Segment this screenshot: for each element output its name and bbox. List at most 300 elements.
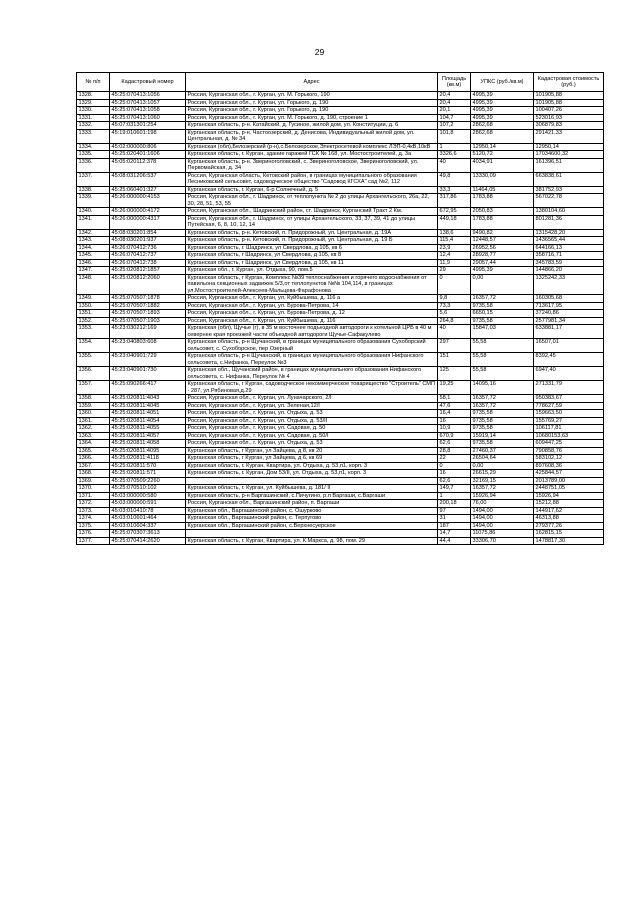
row-number-cell: 1364. [77,440,110,448]
row-number-cell: 1356. [77,367,110,381]
upks-cell: 26615,29 [471,470,534,478]
cadastral-value-cell: 306879,83 [534,122,604,130]
cadastral-value-cell: 2013789,00 [534,477,604,485]
area-cell: 11,9 [438,259,471,267]
address-cell: Россия, Курганская обл., г. Курган, ул. Зеленая,12/I [186,402,438,410]
table-row [77,122,604,130]
area-cell: 297 [438,339,471,353]
address-cell: Россия, Курганская обл., г. Курган, ул. Бурова-Петрова, д. 12 [186,310,438,318]
upks-cell: 1494,00 [471,507,534,515]
area-cell: 20,4 [438,99,471,107]
cadastral-number-cell: 45:08:031206:537 [110,172,186,186]
row-number-cell: 1368. [77,470,110,478]
cadastral-value-cell: 15926,94 [534,492,604,500]
address-cell: Курганская область, г. Курган, Квартира, ул. Отдыха, д. 53,п1, корп. 3 [186,462,438,470]
cadastral-number-cell: 45:25:070413:1057 [110,99,186,107]
row-number-cell: 1361. [77,417,110,425]
cadastral-value-cell: 790858,76 [534,447,604,455]
cadastral-value-cell: 1315428,20 [534,229,604,237]
cadastral-number-cell: 45:25:070507:1878 [110,295,186,303]
upks-cell: 11464,05 [471,186,534,194]
row-number-cell: 1329. [77,99,110,107]
cadastral-number-cell: 45:23:040901:729 [110,353,186,367]
area-cell: 58,1 [438,395,471,403]
upks-cell: 76,00 [471,500,534,508]
upks-cell: 15847,03 [471,325,534,339]
area-cell: 29 [438,267,471,275]
row-number-cell: 1348. [77,274,110,295]
area-cell: 44,4 [438,537,471,545]
table-row [77,302,604,310]
address-cell: Курганская область, г. Курган, Дом 53/II, ул. Отдыха, д. 53,п1, корп. 3 [186,470,438,478]
cadastral-value-cell: 897608,36 [534,462,604,470]
cadastral-value-cell: 155769,27 [534,417,604,425]
table-row [77,274,604,295]
area-cell: 151 [438,353,471,367]
area-cell: 16 [438,470,471,478]
area-cell: 449,18 [438,215,471,229]
table-row [77,317,604,325]
cadastral-value-cell: 713617,95 [534,302,604,310]
table-row [77,114,604,122]
cadastral-number-cell: 45:25:020811:4051 [110,410,186,418]
upks-cell: 55,58 [471,339,534,353]
row-number-cell: 1359. [77,402,110,410]
upks-cell: 32169,15 [471,477,534,485]
row-number-cell: 1349. [77,295,110,303]
address-cell: Россия, Курганская обл., Варгашинский район, п. Варгаши [186,500,438,508]
address-cell: Курганская обл., Варгашинский район, с. Ошурково [186,507,438,515]
cadastral-number-cell: 45:25:020812:1857 [110,267,186,275]
cadastral-value-cell: 159663,50 [534,410,604,418]
address-cell: Курганская область, г. Курган, 6-р Солнечный, д. 5 [186,186,438,194]
area-cell: 40 [438,325,471,339]
row-number-cell: 1363. [77,432,110,440]
upks-cell: 16357,72 [471,295,534,303]
cadastral-number-cell: 45:03:010604:337 [110,522,186,530]
page-number: 29 [314,47,325,57]
table-row [77,447,604,455]
upks-cell: 6650,15 [471,310,534,318]
table-row [77,99,604,107]
address-cell: Россия, Курганская обл., Шадринский район, ст. Шадринск, Курганский Тракт 2 Км. [186,208,438,216]
table-body [77,92,604,545]
table-row [77,229,604,237]
address-cell: Россия, Курганская обл., г. Курган, ул. Садовая, д. 50 [186,425,438,433]
address-cell: Россия, Курганская обл., г. Курган, ул. Куйбышева, д. 116 а [186,295,438,303]
upks-cell: 28928,77 [471,252,534,260]
cadastral-number-cell: 45:26:000000:4317 [110,215,186,229]
area-cell: 62,6 [438,440,471,448]
table-row [77,492,604,500]
table-row [77,477,604,485]
cadastral-number-cell: 45:25:070413:1058 [110,107,186,115]
table-row [77,237,604,245]
cadastral-value-cell: 162815,15 [534,530,604,538]
area-cell: 20,4 [438,92,471,100]
cadastral-number-cell: 45:19:010601:198 [110,129,186,143]
row-number-cell: 1367. [77,462,110,470]
row-number-cell: 1346. [77,259,110,267]
address-cell: Курганская область, р-н Щучанский, в границах муниципального образования Сухоборский сельсовет, с. Сухоборское, пер Озерный [186,339,438,353]
area-cell: 31 [438,515,471,523]
area-cell: 1 [438,492,471,500]
cadastral-value-cell: 37240,86 [534,310,604,318]
table-header-row [77,73,604,92]
cadastral-value-cell: 6947,40 [534,367,604,381]
address-cell [186,530,438,538]
table-row [77,143,604,151]
table-row [77,353,604,367]
cadastral-number-cell: 45:25:020811:4057 [110,432,186,440]
cadastral-number-cell: 45:25:070414:2620 [110,537,186,545]
address-cell: Россия, Курганская обл., г. Курган, ул. Горького, д. 190 [186,99,438,107]
row-number-cell: 1331. [77,114,110,122]
upks-cell: 0,00 [471,462,534,470]
table-row [77,440,604,448]
cadastral-number-cell: 45:26:000000:4172 [110,208,186,216]
upks-cell: 5120,72 [471,151,534,159]
address-cell: Курганская область, г Шадринск, ул Свердлова, д 105, кв 11 [186,259,438,267]
address-cell: Курганская область, г. Курган, Квартира, ул. К.Маркса, д. 98, пом. 29 [186,537,438,545]
area-cell: 12,4 [438,252,471,260]
upks-cell: 55,58 [471,367,534,381]
cadastral-value-cell: 950383,67 [534,395,604,403]
upks-cell: 26952,56 [471,244,534,252]
table-row [77,425,604,433]
cadastral-number-cell: 45:25:020811:4058 [110,440,186,448]
area-cell: 16 [438,417,471,425]
address-cell: Курганская область, г. Курган, здание гаражей ГСК № 168, ул. Мостостроителей, д. 3а [186,151,438,159]
table-row [77,402,604,410]
area-cell: 49,8 [438,172,471,186]
row-number-cell: 1345. [77,252,110,260]
cadastral-value-cell: 1325242,33 [534,274,604,295]
upks-cell: 33306,70 [471,537,534,545]
table-row [77,485,604,493]
area-cell: 19,25 [438,381,471,395]
area-cell: 3326,6 [438,151,471,159]
address-cell: Курганская область, г. Курган, ул. Куйбышева, д. 181/ II [186,485,438,493]
area-cell: 22 [438,455,471,463]
cadastral-value-cell: 358716,71 [534,252,604,260]
row-number-cell: 1353. [77,325,110,339]
table-row [77,325,604,339]
row-number-cell: 1369. [77,477,110,485]
row-number-cell: 1377. [77,537,110,545]
area-cell: 0 [438,462,471,470]
cadastral-value-cell: 15212,88 [534,500,604,508]
row-number-cell: 1334. [77,143,110,151]
cadastral-number-cell: 45:23:040901:730 [110,367,186,381]
upks-cell: 1783,88 [471,215,534,229]
address-cell: Россия, Курганская обл., г. Шадринск, от теплопункта № 2 до улицы Архангельского, 26а, 22, 30, 28, 51, 53, 55 [186,194,438,208]
upks-cell: 16357,72 [471,395,534,403]
upks-cell: 9735,58 [471,317,534,325]
upks-cell: 2862,68 [471,122,534,130]
cadastral-number-cell: 45:25:020811:571 [110,470,186,478]
area-cell: 200,18 [438,500,471,508]
row-number-cell: 1374. [77,515,110,523]
upks-cell: 15919,14 [471,432,534,440]
cadastral-number-cell: 45:07:031301:254 [110,122,186,130]
address-cell: Курганская область, г. Шадринск, ул Свердлова, д 105, кв 6 [186,244,438,252]
address-cell: Россия, Курганская обл., г. Курган, ул. Бурова-Петрова, 14 [186,302,438,310]
table-row [77,470,604,478]
cadastral-value-cell: 345783,59 [534,259,604,267]
row-number-cell: 1358. [77,395,110,403]
cadastral-value-cell: 425844,57 [534,470,604,478]
table-row [77,522,604,530]
cadastral-number-cell: 45:08:030201:854 [110,229,186,237]
address-cell: Россия, Курганская обл., г. Шадринск, от улицы Архангельского, 33, 37, 39, 41 до улицы Путейская, 6, 8, 10, 12, 14 [186,215,438,229]
row-number-cell: 1355. [77,353,110,367]
area-cell: 28,8 [438,447,471,455]
upks-cell: 4995,39 [471,267,534,275]
cadastral-number-cell: 45:26:070412:738 [110,259,186,267]
address-cell: Курганская (обл),Белозерский (р-н),с.Белозерское,Электросетевой комплекс ЛЭП-0,4кВ,10кВ [186,143,438,151]
row-number-cell: 1376. [77,530,110,538]
cadastral-value-cell: 144917,62 [534,507,604,515]
upks-cell: 4034,91 [471,158,534,172]
cadastral-number-cell: 45:25:020811:4043 [110,395,186,403]
table-row [77,295,604,303]
cadastral-value-cell: 801281,36 [534,215,604,229]
cadastral-value-cell: 1436565,44 [534,237,604,245]
cadastral-number-cell: 45:25:070507:1893 [110,310,186,318]
address-cell: Курганская область, р-н Щучанский, в границах муниципального образования Нифанского сельсовета, с.Нифанка, Переулок №3 [186,353,438,367]
cadastral-number-cell: 45:02:000000:806 [110,143,186,151]
header-upks: УПКС (руб./кв.м) [471,73,534,92]
area-cell: 125 [438,367,471,381]
table-row [77,462,604,470]
address-cell: Россия, Курганская обл., г. Курган, ул. Горького, д. 190 [186,107,438,115]
table-row [77,158,604,172]
area-cell: 73,3 [438,302,471,310]
cadastral-number-cell: 45:25:020811:4054 [110,417,186,425]
cadastral-value-cell: 644166,13 [534,244,604,252]
cadastral-number-cell: 45:08:030201:937 [110,237,186,245]
upks-cell: 9735,58 [471,440,534,448]
table-row [77,194,604,208]
table-row [77,367,604,381]
table-row [77,259,604,267]
address-cell: Курганская область, р-н. Частоозерский, д. Денисова, Индивидуальный жилой дом, ул. Центральная, д. № 34 [186,129,438,143]
cadastral-number-cell: 45:25:070413:1056 [110,92,186,100]
table-row [77,410,604,418]
cadastral-value-cell: 271331,79 [534,381,604,395]
upks-cell: 12448,57 [471,237,534,245]
cadastral-number-cell: 45:25:070510:102 [110,485,186,493]
row-number-cell: 1344. [77,244,110,252]
upks-cell: 29057,44 [471,259,534,267]
cadastral-value-cell: 2577981,34 [534,317,604,325]
table-row [77,151,604,159]
area-cell: 104,7 [438,114,471,122]
table-row [77,530,604,538]
cadastral-value-cell: 1380104,60 [534,208,604,216]
upks-cell: 1783,88 [471,194,534,208]
cadastral-value-cell: 523016,93 [534,114,604,122]
address-cell: Россия, Курганская обл., г. Курган, ул. М. Горького, д. 190, строение 1 [186,114,438,122]
cadastral-number-cell: 45:05:020112:378 [110,158,186,172]
upks-cell: 11075,86 [471,530,534,538]
cadastral-number-cell: 45:23:030212:169 [110,325,186,339]
table-row [77,432,604,440]
cadastral-number-cell: 45:03:000000:591 [110,500,186,508]
upks-cell: 55,58 [471,353,534,367]
cadastral-value-cell: 1478817,30 [534,537,604,545]
header-area: Площадь (кв.м) [438,73,471,92]
cadastral-number-cell: 45:03:000000:580 [110,492,186,500]
cadastral-number-cell: 45:25:020811:4055 [110,425,186,433]
row-number-cell: 1337. [77,172,110,186]
area-cell: 1 [438,143,471,151]
cadastral-number-cell: 45:23:040803:608 [110,339,186,353]
cadastral-value-cell: 16507,01 [534,339,604,353]
table-row [77,107,604,115]
row-number-cell: 1351. [77,310,110,318]
table-row [77,310,604,318]
upks-cell: 2862,68 [471,129,534,143]
address-cell: Курганская область, г Курган, ул Зайцева, д 6, кв 69 [186,455,438,463]
row-number-cell: 1342. [77,229,110,237]
upks-cell: 14095,16 [471,381,534,395]
cadastral-value-cell: 381752,93 [534,186,604,194]
area-cell: 20,1 [438,107,471,115]
upks-cell: 9735,58 [471,410,534,418]
row-number-cell: 1340. [77,208,110,216]
cadastral-value-cell: 101905,88 [534,99,604,107]
area-cell: 16,4 [438,410,471,418]
area-cell: 138,6 [438,229,471,237]
cadastral-number-cell: 45:25:090266:417 [110,381,186,395]
cadastral-number-cell: 45:26:070412:736 [110,244,186,252]
cadastral-number-cell: 45:25:020811:4118 [110,455,186,463]
address-cell: Курганская область, р-н. Кетовский, п. Придорожный, ул. Центральная, д. 19 Б [186,237,438,245]
row-number-cell: 1372. [77,500,110,508]
area-cell: 115,4 [438,237,471,245]
row-number-cell: 1333. [77,129,110,143]
upks-cell: 4995,39 [471,107,534,115]
address-cell: Россия, Курганская обл., г. Курган, ул. Куйбышева, д. 116 [186,317,438,325]
area-cell: 23,9 [438,244,471,252]
upks-cell: 16357,72 [471,485,534,493]
row-number-cell: 1366. [77,455,110,463]
cadastral-value-cell: 291421,33 [534,129,604,143]
cadastral-value-cell: 17034600,32 [534,151,604,159]
row-number-cell: 1352. [77,317,110,325]
cadastral-value-cell: 583102,12 [534,455,604,463]
header-address: Адрес [186,73,438,92]
cadastral-value-cell: 101905,88 [534,92,604,100]
upks-cell: 12950,14 [471,143,534,151]
row-number-cell: 1362. [77,425,110,433]
table-row [77,252,604,260]
area-cell: 149,7 [438,485,471,493]
upks-cell: 0,00 [471,274,534,295]
area-cell: 187 [438,522,471,530]
cadastral-number-cell: 45:25:070507:1903 [110,317,186,325]
upks-cell: 9735,58 [471,425,534,433]
cadastral-number-cell: 45:26:070412:737 [110,252,186,260]
cadastral-number-cell: 45:26:000000:4153 [110,194,186,208]
area-cell: 5,6 [438,310,471,318]
header-cadastral-value: Кадастровая стоимость (руб.) [534,73,604,92]
cadastral-value-cell: 778627,59 [534,402,604,410]
upks-cell: 1494,00 [471,522,534,530]
table-row [77,129,604,143]
area-cell: 10,9 [438,425,471,433]
cadastral-value-cell: 567022,78 [534,194,604,208]
address-cell: Курганская обл., Варгашинский район, с. Терпугово [186,515,438,523]
cadastral-number-cell: 45:25:070509:2260 [110,477,186,485]
table-row [77,244,604,252]
cadastral-value-cell: 10680153,63 [534,432,604,440]
cadastral-value-cell: 12950,14 [534,143,604,151]
row-number-cell: 1354. [77,339,110,353]
cadastral-number-cell: 45:25:070507:1882 [110,302,186,310]
address-cell: Россия, Курганская обл., г. Курган, ул. М. Горького, 190 [186,92,438,100]
row-number-cell: 1335. [77,151,110,159]
cadastral-value-cell: 609447,25 [534,440,604,448]
address-cell: Курганская обл., Щучанский район, в границах муниципального образования Нифанского сельсовета, с. Нифанка, Переулок № 4 [186,367,438,381]
cadastral-value-cell: 8392,45 [534,353,604,367]
cadastral-value-cell: 2448751,05 [534,485,604,493]
address-cell [186,477,438,485]
header-number: № п/п [77,73,110,92]
table-row [77,172,604,186]
row-number-cell: 1350. [77,302,110,310]
table-row [77,455,604,463]
upks-cell: 13330,09 [471,172,534,186]
table-row [77,208,604,216]
cadastral-value-cell: 663838,61 [534,172,604,186]
cadastral-number-cell: 45:03:010410:78 [110,507,186,515]
row-number-cell: 1336. [77,158,110,172]
row-number-cell: 1330. [77,107,110,115]
address-cell: Россия, Курганская обл., г. Курган, ул. Садовая, д. 50/I [186,432,438,440]
address-cell: Курганская (обл), Щучье (г), в 35 м восточнее подъездной автодороги к котельной ЦРБ в 40 м севернее края проезжей части объездной автодороги Щучье-Сафакулево [186,325,438,339]
address-cell: Курганская область, р-н. Кетовский, п. Придорожный, ул. Центральная, д. 19А [186,229,438,237]
cadastral-value-cell: 633881,17 [534,325,604,339]
upks-cell: 9735,58 [471,417,534,425]
cadastral-value-cell: 46313,88 [534,515,604,523]
row-number-cell: 1347. [77,267,110,275]
upks-cell: 4995,39 [471,99,534,107]
area-cell: 670,9 [438,432,471,440]
address-cell: Курганская область, р-н Варгашинский, с.Пичугино, р.п Варгаши, с.Варгаши [186,492,438,500]
upks-cell: 4995,39 [471,114,534,122]
row-number-cell: 1360. [77,410,110,418]
area-cell: 40 [438,158,471,172]
upks-cell: 4995,39 [471,92,534,100]
cadastral-number-cell: 45:25:020401:1606 [110,151,186,159]
area-cell: 62,6 [438,477,471,485]
area-cell: 101,8 [438,129,471,143]
upks-cell: 9490,82 [471,229,534,237]
area-cell: 672,95 [438,208,471,216]
upks-cell: 27460,37 [471,447,534,455]
address-cell: Курганская область, г Курган, садоводческое некоммерческое товарищество "Строитель" СМП - 287, ул.Рябиновая,д.29 [186,381,438,395]
cadastral-value-cell: 161396,51 [534,158,604,172]
area-cell: 264,8 [438,317,471,325]
table-row [77,537,604,545]
upks-cell: 16357,72 [471,402,534,410]
upks-cell: 2050,83 [471,208,534,216]
address-cell: Курганская область, г Шадринск, ул Свердлова, д 105, кв 8 [186,252,438,260]
address-cell: Курганская область, г Курган, ул Зайцева, д 8, кв 20 [186,447,438,455]
